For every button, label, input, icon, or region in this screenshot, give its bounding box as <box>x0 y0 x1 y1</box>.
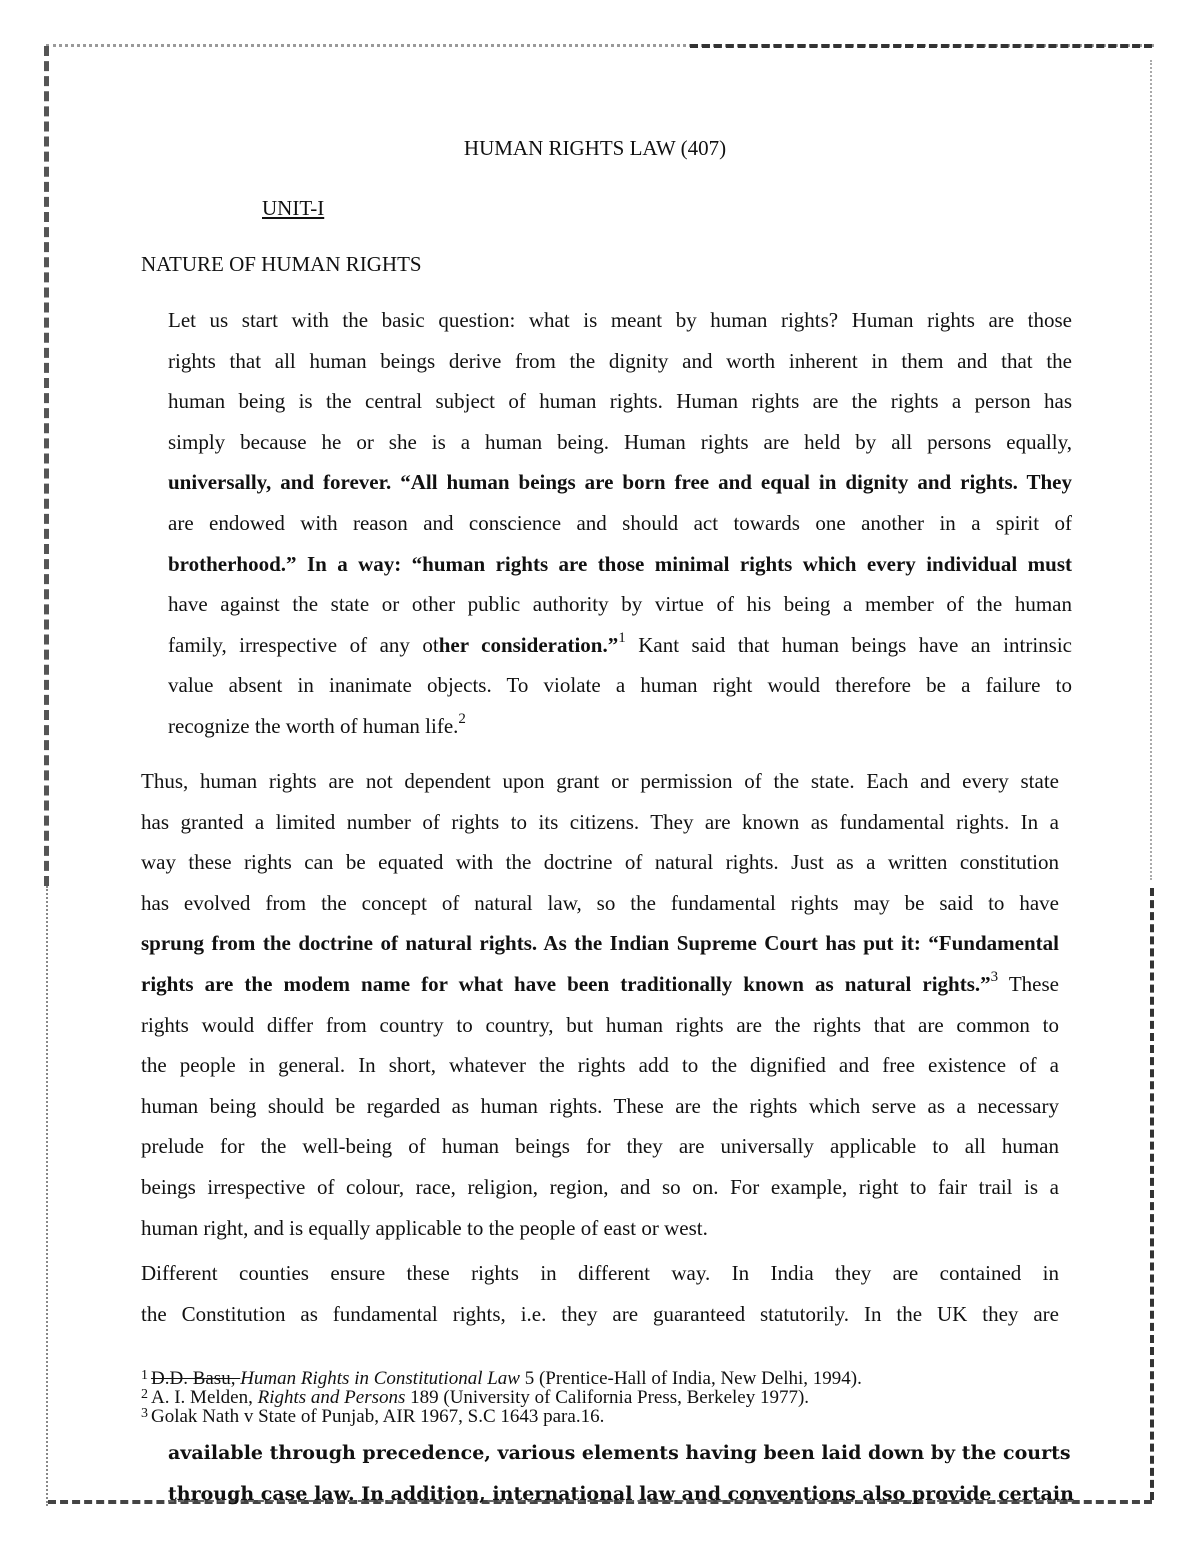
section-heading: NATURE OF HUMAN RIGHTS <box>141 252 422 276</box>
paragraph-line: way these rights can be equated with the doctrine of natural rights. Just as a written constitution <box>141 850 1059 875</box>
paragraph-line: human being should be regarded as human rights. These are the rights which serve as a necessary <box>141 1093 1059 1118</box>
footnote-ref: 1 <box>618 629 626 646</box>
paragraph-countries <box>141 1253 1059 1335</box>
paragraph-line: simply because he or she is a human being. Human rights are held by all persons equally, <box>168 429 1072 454</box>
unit-heading: UNIT-I <box>262 196 325 220</box>
paragraph-line-bold: brotherhood.” In a way: “human rights are those minimal rights which every individual must <box>168 551 1072 576</box>
page-border-right-dark <box>1150 888 1158 1500</box>
paragraph-line-mixed <box>168 706 1072 747</box>
text-run-bold: rights are the modem name for what have been traditionally known as natural rights.” <box>141 971 991 996</box>
footnote-author: D.D. Basu, <box>151 1368 241 1389</box>
footnote-citation: 5 (Prentice-Hall of India, New Delhi, 1994). <box>519 1368 862 1389</box>
document-title: HUMAN RIGHTS LAW (407) <box>463 136 727 160</box>
paragraph-line: rights would differ from country to country, but human rights are the rights that are common to <box>141 1012 1059 1037</box>
text-run: family, irrespective of any ot <box>168 632 439 657</box>
text-run: recognize the worth of human life. <box>168 713 459 738</box>
page-border-left <box>44 46 54 886</box>
text-run: These <box>998 971 1059 996</box>
page-border-right <box>1150 60 1155 880</box>
text-run: Kant said that human beings have an intrinsic <box>625 632 1072 657</box>
paragraph-line: prelude for the well-being of human beings for they are universally applicable to all human <box>141 1134 1059 1159</box>
paragraph-fundamental-rights <box>141 761 1059 1248</box>
footnote-number: 2 <box>141 1387 148 1402</box>
paragraph-line: has granted a limited number of rights to its citizens. They are known as fundamental rights. In a <box>141 809 1059 834</box>
text-run-bold: her consideration.” <box>438 632 619 657</box>
paragraph-line: rights that all human beings derive from the dignity and worth inherent in them and that the <box>168 348 1072 373</box>
paragraph-line: are endowed with reason and conscience and should act towards one another in a spirit of <box>168 510 1072 535</box>
footnote-item <box>141 1366 862 1389</box>
footnotes <box>141 1366 862 1427</box>
paragraph-line-mixed <box>141 964 1059 1005</box>
paragraph-line: the people in general. In short, whatever the rights add to the dignified and free existence of a <box>141 1053 1059 1078</box>
paragraph-line: human being is the central subject of human rights. Human rights are the rights a person has <box>168 389 1072 414</box>
paragraph-line: the Constitution as fundamental rights, i.e. they are guaranteed statutorily. In the UK they are <box>141 1302 1059 1326</box>
page-border-left-light <box>46 886 51 1506</box>
paragraph-line: human right, and is equally applicable to the people of east or west. <box>141 1215 708 1240</box>
paragraph-line-bold: universally, and forever. “All human beings are born free and equal in dignity and rights. They <box>168 470 1072 495</box>
footnote-ref: 3 <box>990 968 999 985</box>
paragraph-line: Let us start with the basic question: what is meant by human rights? Human rights are those <box>168 308 1072 332</box>
footnote-number: 3 <box>141 1406 148 1421</box>
paragraph-line: beings irrespective of colour, race, religion, region, and so on. For example, right to fair trail is a <box>141 1174 1059 1199</box>
footnote-citation: 189 (University of California Press, Berkeley 1977). <box>405 1387 810 1408</box>
footnote-author: Golak Nath v State of Punjab, AIR 1967, S.C 1643 para.16. <box>151 1406 605 1427</box>
footnote-ref: 2 <box>458 710 466 727</box>
paragraph-line-bold: available through precedence, various elements having been laid down by the courts <box>168 1442 1071 1464</box>
footnote-item <box>141 1385 862 1408</box>
footnote-author: A. I. Melden, <box>151 1387 258 1408</box>
footnote-title: Rights and Persons <box>257 1387 406 1408</box>
footnote-number: 1 <box>141 1368 148 1383</box>
paragraph-line: value absent in inanimate objects. To violate a human right would therefore be a failure to <box>168 673 1072 698</box>
paragraph-nature <box>168 300 1072 747</box>
paragraph-line: Different counties ensure these rights in different way. In India they are contained in <box>141 1261 1059 1285</box>
paragraph-line-bold: sprung from the doctrine of natural rights. As the Indian Supreme Court has put it: “Fundamental <box>141 931 1059 956</box>
page-border-top-dark <box>690 44 1152 52</box>
footnote-title: Human Rights in Constitutional Law <box>240 1368 520 1389</box>
paragraph-line: Thus, human rights are not dependent upon grant or permission of the state. Each and every state <box>141 769 1059 793</box>
paragraph-line: have against the state or other public authority by virtue of his being a member of the human <box>168 592 1072 617</box>
paragraph-line-mixed <box>168 625 1072 666</box>
paragraph-line-bold: through case law. In addition, international law and conventions also provide certain <box>168 1483 1074 1505</box>
paragraph-precedence <box>168 1433 1074 1515</box>
paragraph-line: has evolved from the concept of natural law, so the fundamental rights may be said to have <box>141 890 1059 915</box>
